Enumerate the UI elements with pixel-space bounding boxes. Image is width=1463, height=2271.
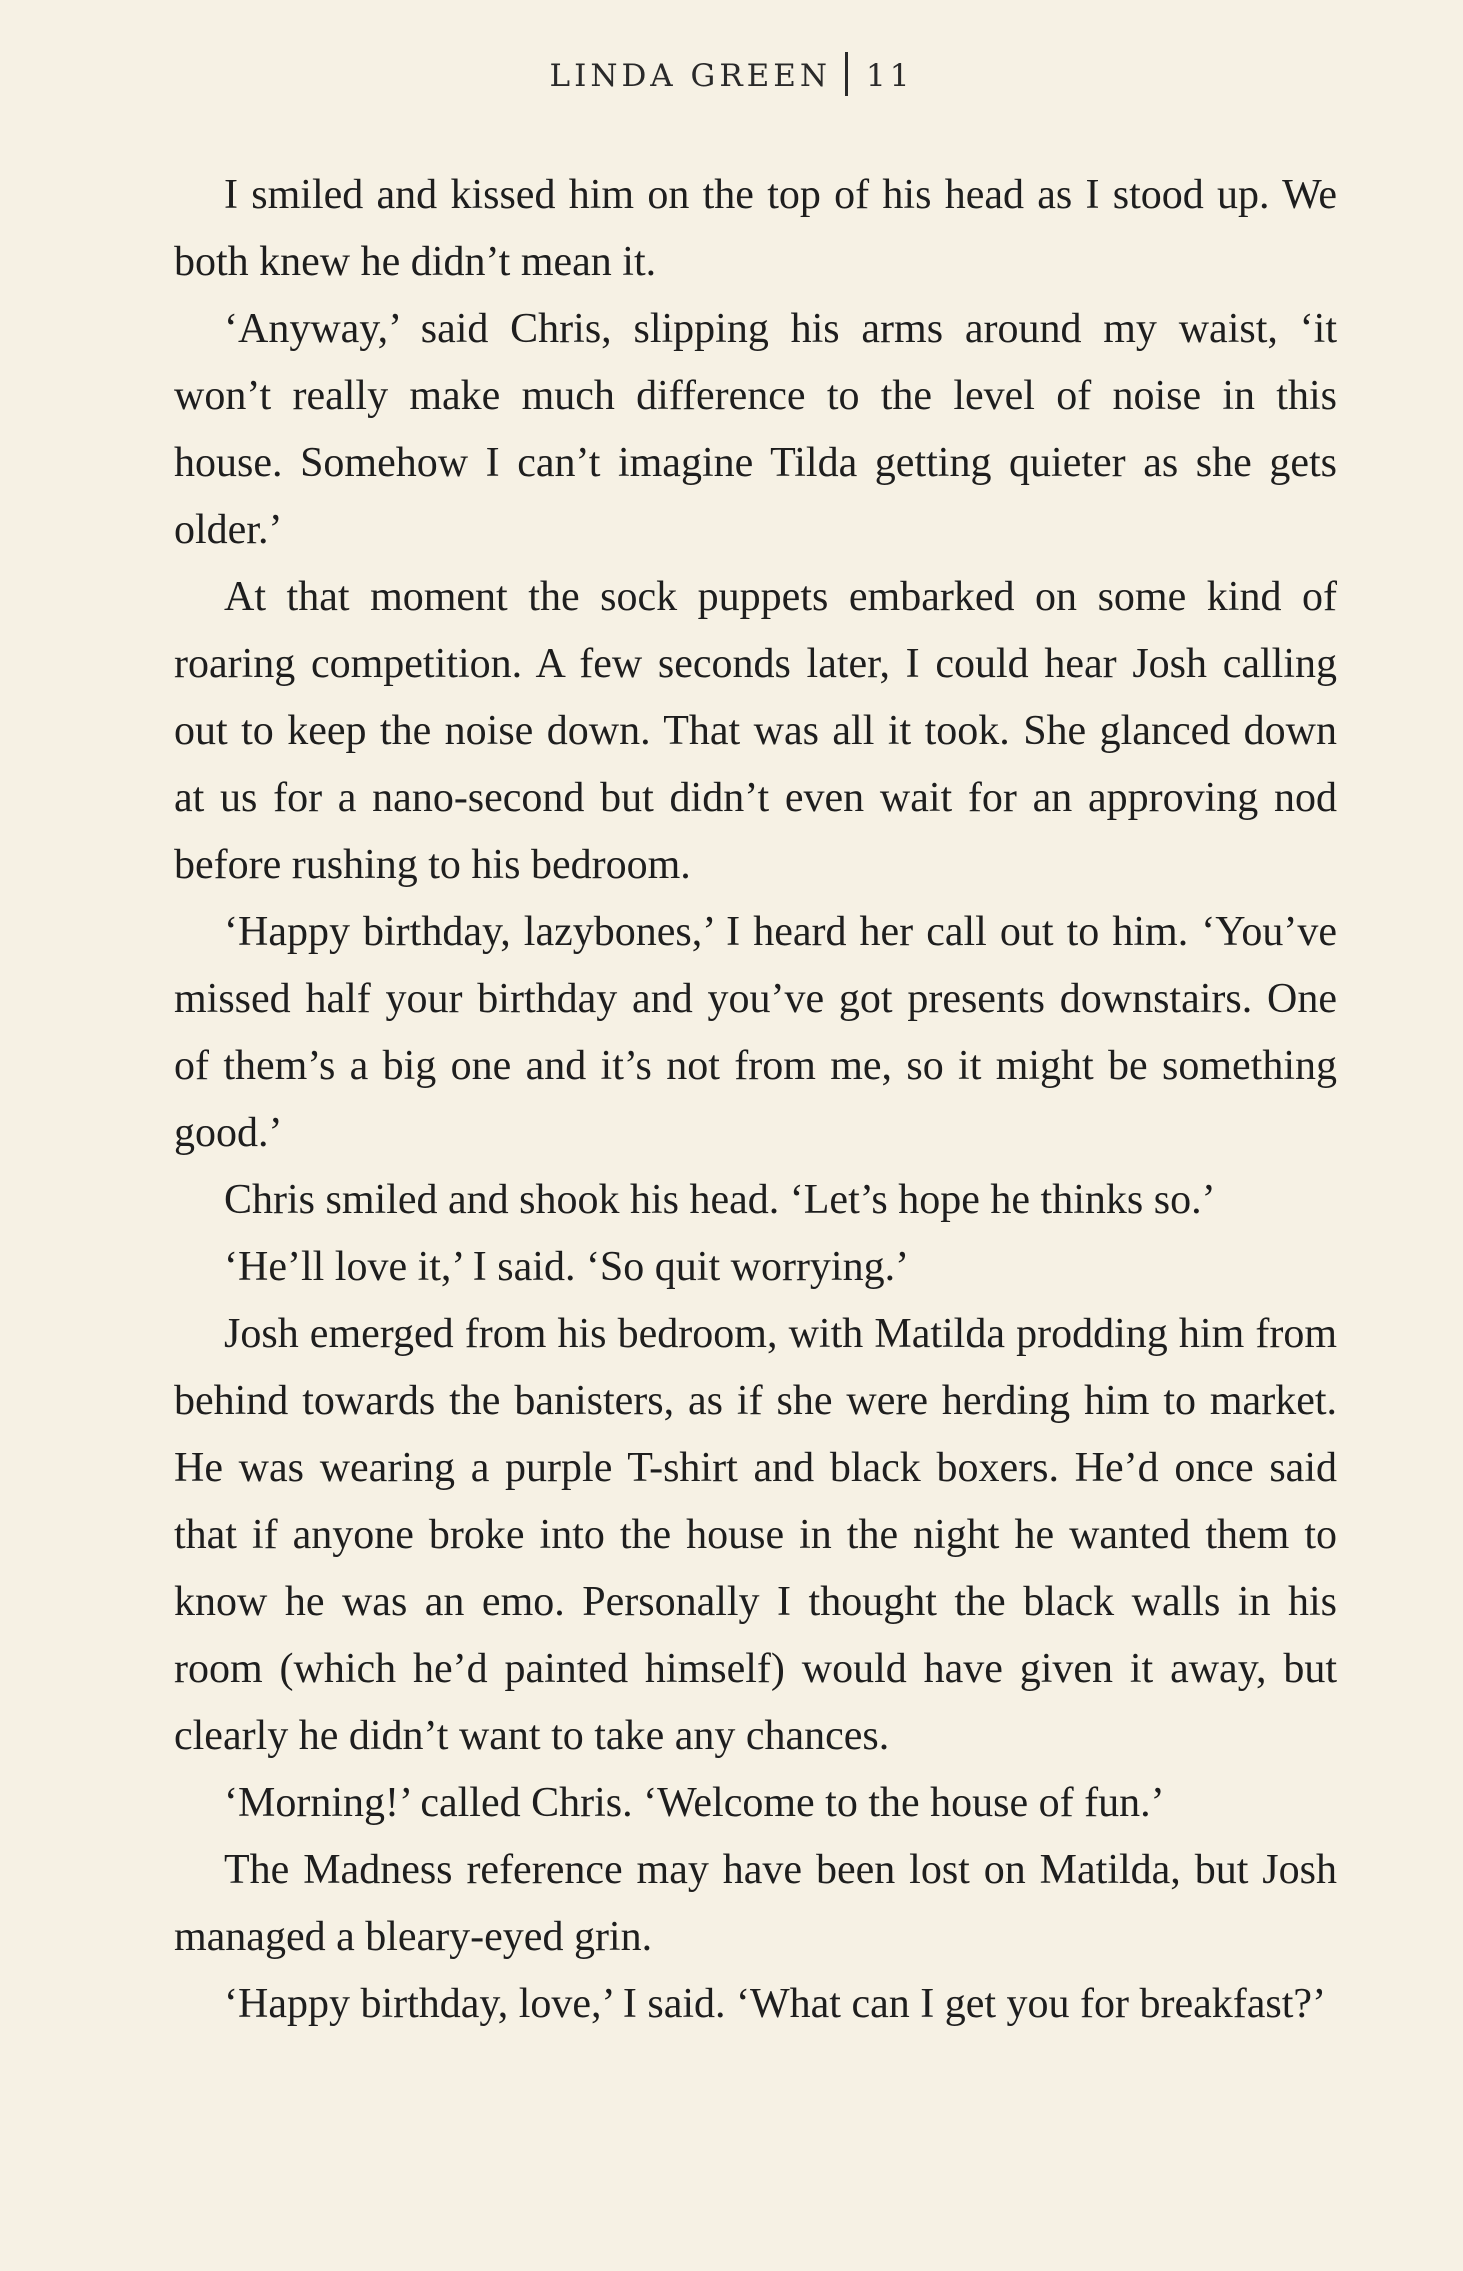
paragraph: ‘Anyway,’ said Chris, slipping his arms around my waist, ‘it won’t really make much difference to the level of noise in this house. Somehow I can’t imagine Tilda getting quieter as she gets older.’	[174, 306, 1337, 553]
paragraph: I smiled and kissed him on the top of his head as I stood up. We both knew he didn’t mean it.	[174, 172, 1337, 285]
page-number: 11	[866, 58, 914, 94]
author-name: LINDA GREEN	[549, 58, 832, 94]
paragraph: ‘Happy birthday, lazybones,’ I heard her call out to him. ‘You’ve missed half your birthday and you’ve got presents downstairs. One of them’s a big one and it’s not from me, so it might be something good.’	[174, 909, 1337, 1156]
header-divider	[845, 52, 848, 96]
paragraph: The Madness reference may have been lost on Matilda, but Josh managed a bleary-eyed grin.	[174, 1847, 1337, 1960]
body-text	[174, 162, 1337, 2038]
paragraph: At that moment the sock puppets embarked on some kind of roaring competition. A few seconds later, I could hear Josh calling out to keep the noise down. That was all it took. She glanced down at us for a nano-second but didn’t even wait for an approving nod before rushing to his bedroom.	[174, 574, 1337, 888]
paragraph: Chris smiled and shook his head. ‘Let’s hope he thinks so.’	[224, 1177, 1216, 1223]
paragraph: ‘Morning!’ called Chris. ‘Welcome to the house of fun.’	[224, 1780, 1165, 1826]
paragraph: ‘He’ll love it,’ I said. ‘So quit worrying.’	[224, 1244, 910, 1290]
paragraph: Josh emerged from his bedroom, with Matilda prodding him from behind towards the banisters, as if she were herding him to market. He was wearing a purple T-shirt and black boxers. He’d once said that if anyone broke into the house in the night he wanted them to know he was an emo. Personally I thought the black walls in his room (which he’d painted himself) would have given it away, but clearly he didn’t want to take any chances.	[174, 1311, 1337, 1759]
paragraph: ‘Happy birthday, love,’ I said. ‘What can I get you for breakfast?’	[224, 1981, 1327, 2027]
running-head	[0, 52, 1463, 96]
